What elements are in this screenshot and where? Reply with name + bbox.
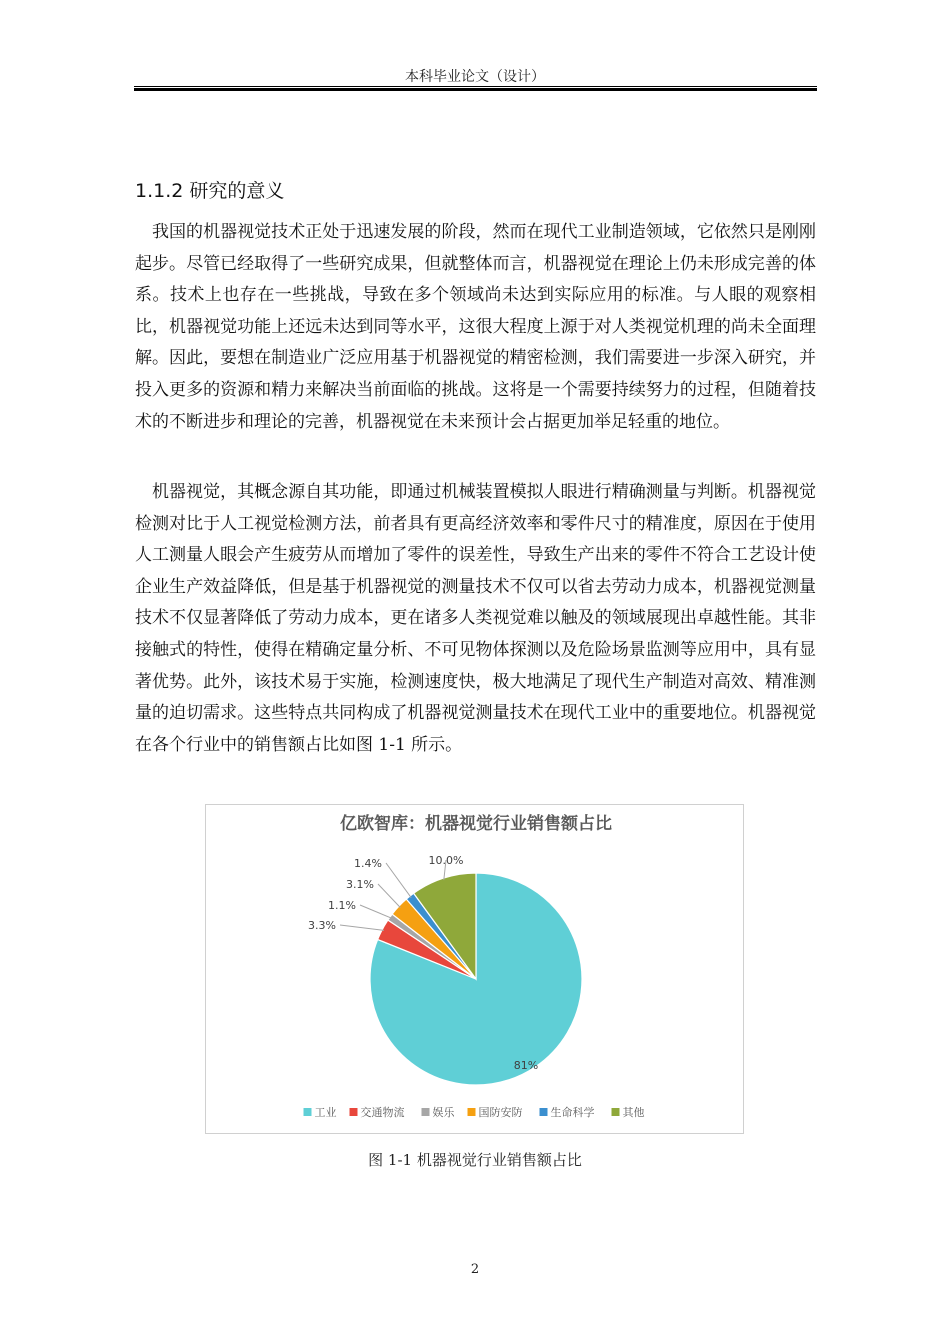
body-paragraph-2: 机器视觉，其概念源自其功能，即通过机械装置模拟人眼进行精确测量与判断。机器视觉检测对比于人工视觉检测方法，前者具有更高经济效率和零件尺寸的精准度，原因在于使用人工测量人眼会产生疲劳从而增加了零件的误差性，导致生产出来的零件不符合工艺设计使企业生产效益降低，但是基于机器视觉的测量技术不仅可以省去劳动力成本，机器视觉测量技术不仅显著降低了劳动力成本，更在诸多人类视觉难以触及的领域展现出卓越性能。其非接触式的特性，使得在精确定量分析、不可见物体探测以及危险场景监测等应用中，具有显著优势。此外，该技术易于实施，检测速度快，极大地满足了现代生产制造对高效、精准测量的迫切需求。这些特点共同构成了机器视觉测量技术在现代工业中的重要地位。机器视觉在各个行业中的销售额占比如图 1-1 所示。 — [135, 482, 816, 755]
header-rule-thick — [134, 88, 817, 91]
body-paragraph-1: 我国的机器视觉技术正处于迅速发展的阶段，然而在现代工业制造领域，它依然只是刚刚起步。尽管已经取得了一些研究成果，但就整体而言，机器视觉在理论上仍未形成完善的体系。技术上也存在一些挑战，导致在多个领域尚未达到实际应用的标准。与人眼的观察相比，机器视觉功能上还远未达到同等水平，这很大程度上源于对人类视觉机理的尚未全面理解。因此，要想在制造业广泛应用基于机器视觉的精密检测，我们需要进一步深入研究，并投入更多的资源和精力来解决当前面临的挑战。这将是一个需要持续努力的过程，但随着技术的不断进步和理论的完善，机器视觉在未来预计会占据更加举足轻重的地位。 — [135, 222, 816, 432]
legend-swatch-2 — [422, 1108, 430, 1116]
figure-caption: 图 1-1 机器视觉行业销售额占比 — [368, 1151, 582, 1169]
legend-swatch-5 — [612, 1108, 620, 1116]
page-number: 2 — [470, 1262, 480, 1277]
data-label-0: 81% — [513, 1059, 539, 1072]
data-label-1: 3.3% — [308, 919, 336, 932]
leader-line-2 — [360, 905, 392, 918]
leader-line-3 — [378, 884, 400, 908]
pie-chart — [205, 804, 744, 1134]
chart-title: 亿欧智库：机器视觉行业销售额占比 — [340, 814, 612, 834]
data-label-5: 10.0% — [428, 854, 464, 867]
section-heading: 1.1.2 研究的意义 — [135, 180, 285, 202]
legend-label-0: 工业 — [314, 1106, 337, 1119]
data-label-3: 3.1% — [346, 878, 374, 891]
header-title: 本科毕业论文（设计） — [405, 69, 545, 85]
legend-swatch-3 — [468, 1108, 476, 1116]
data-label-2: 1.1% — [328, 899, 356, 912]
leader-line-4 — [386, 863, 411, 898]
pie-chart-svg — [206, 805, 745, 1135]
data-label-4: 1.4% — [354, 857, 382, 870]
legend-label-3: 国防安防 — [478, 1106, 523, 1119]
legend-swatch-0 — [304, 1108, 312, 1116]
legend-label-5: 其他 — [622, 1106, 645, 1119]
legend-label-1: 交通物流 — [360, 1106, 405, 1119]
legend-swatch-4 — [540, 1108, 548, 1116]
legend-swatch-1 — [350, 1108, 358, 1116]
leader-line-1 — [340, 925, 384, 930]
legend-label-2: 娱乐 — [432, 1106, 455, 1119]
header-rule-thin — [134, 86, 817, 87]
legend-label-4: 生命科学 — [550, 1106, 595, 1119]
